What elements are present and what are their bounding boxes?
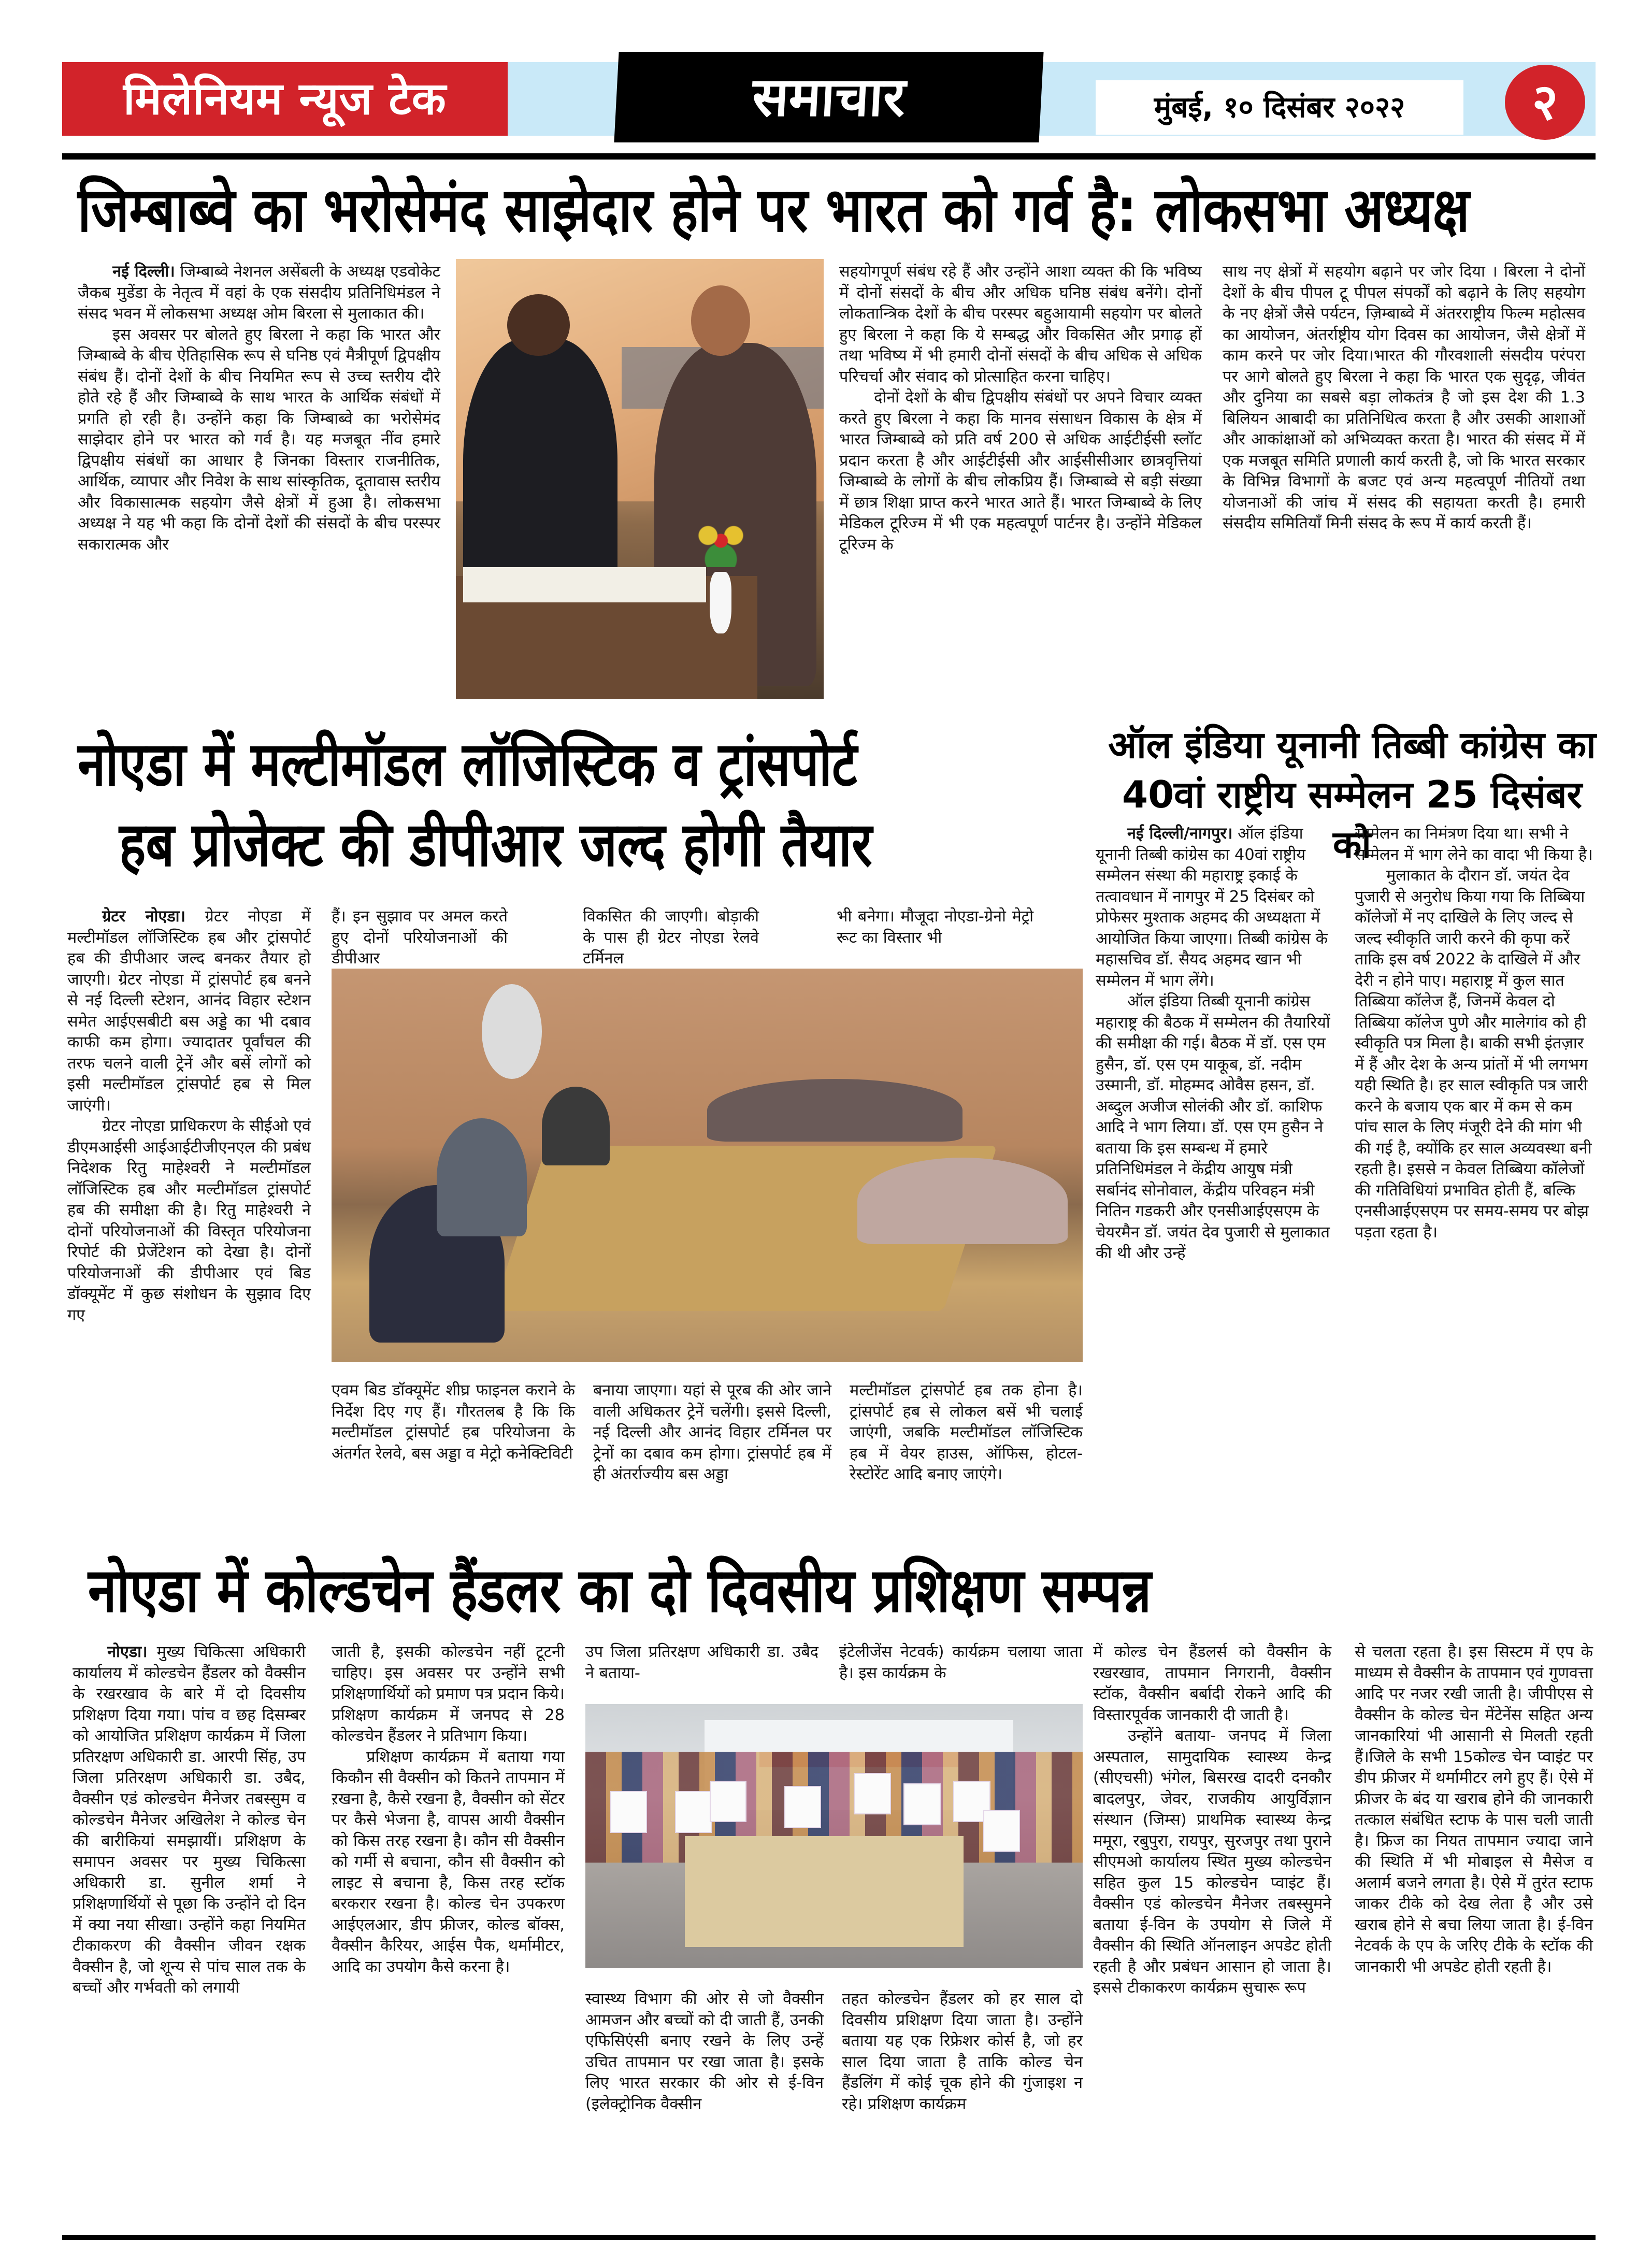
article3-paragraph: मुलाकात के दौरान डॉ. जयंत देव पुजारी से अनुरोध किया गया कि तिब्बिया कॉलेजों में नए दाखिले के लिए जल्द से जल्द स्वीकृति जारी करने की कृपा करें ताकि इस वर्ष 2022 के दाखिले में और देरी न होने पाए। महाराष्ट्र में कुल सात तिब्बिया कॉलेज हैं, जिनमें केवल दो तिब्बिया कॉलेज पुणे और मालेगांव को ही स्वीकृति पत्र मिला है। बाकी सभी इंतज़ार में हैं और देश के अन्य प्रांतों में भी लगभग यही स्थिति है। हर साल स्वीकृति पत्र जारी करने के बजाय एक बार में कम से कम पांच साल के लिए मंजूरी देने की मांग भी की गई है, क्योंकि हर साल अव्यवस्था बनी रहती है। इससे न केवल तिब्बिया कॉलेजों की गतिविधियां प्रभावित होती हैं, बल्कि एनसीआईएसएम पर समय-समय पर बोझ पड़ता रहता है। bbox=[1355, 867, 1592, 1242]
photo-training-group bbox=[585, 1704, 1083, 1968]
article1-paragraph: साथ नए क्षेत्रों में सहयोग बढ़ाने पर जोर दिया । बिरला ने दोनों देशों के बीच पीपल टू पीपल संपर्कों को बढ़ाने के लिए सहयोग के नए क्षेत्रों जैसे पर्यटन, ज़िम्बाब्वे में अंतरराष्ट्रीय फिल्म महोत्सव का आयोजन, अंतर्राष्ट्रीय योग दिवस का आयोजन, जैसे क्षेत्रों में काम करने पर जोर दिया।भारत की गौरवशाली संसदीय परंपरा पर आगे बोलते हुए बिरला ने कहा कि भारत एक सुदृढ़, जीवंत और दुनिया का सबसे बड़ा लोकतंत्र है जो इस देश की 1.3 बिलियन आबादी का प्रतिनिधित्व करता है और उसकी आशाओं और आकांक्षाओं को अभिव्यक्त करता है। भारत की संसद में में एक मजबूत समिति प्रणाली कार्य करती है, जो कि भारत सरकार के विभिन्न विभागों के बजट एवं अन्य महत्वपूर्ण नीतियों तथा योजनाओं की जांच में संसद की सहायता करती है। हमारी संसदीय समितियाँ मिनी संसद के रूप में कार्य करती हैं। bbox=[1223, 263, 1585, 532]
article4-paragraph: में कोल्ड चेन हैंडलर्स को वैक्सीन के रखरखाव, तापमान निगरानी, वैक्सीन स्टॉक, वैक्सीन बर्बादी रोकने आदि की विस्तारपूर्वक जानकारी दी जाती है। bbox=[1093, 1643, 1331, 1724]
article3-headline: ऑल इंडिया यूनानी तिब्बी कांग्रेस का 40वां राष्ट्रीय सम्मेलन 25 दिसंबर को bbox=[1108, 723, 1596, 866]
article1-paragraph: सहयोगपूर्ण संबंध रहे हैं और उन्होंने आशा व्यक्त की कि भविष्य में दोनों संसदों के बीच और अधिक घनिष्ठ संबंध बनेंगे। दोनों लोकतान्त्रिक देशों के बीच परस्पर बहुआयामी सहयोग पर बोलते हुए बिरला ने कहा कि ये सम्बद्ध और विकसित और प्रगाढ़ हों तथा भविष्य में भी हमारी दोनों संसदों के बीच अधिक से अधिक परिचर्चा और संवाद को प्रोत्साहित करना चाहिए। bbox=[839, 263, 1202, 386]
article1-column-1 bbox=[78, 262, 440, 555]
article2-paragraph: ग्रेटर नोएडा प्राधिकरण के सीईओ एवं डीएमआईसी आईआईटीजीएनएल की प्रबंध निदेशक रितु माहेश्वरी ने मल्टीमॉडल लॉजिस्टिक हब और मल्टीमॉडल ट्रांसपोर्ट हब की समीक्षा की है। रितु माहेश्वरी ने दोनों परियोजनाओं की विस्तृत परियोजना रिपोर्ट की प्रेजेंटेशन को देखा है। दोनों परियोजनाओं की डीपीआर एवं बिड डॉक्यूमेंट में कुछ संशोधन के सुझाव दिए गए bbox=[67, 1117, 311, 1324]
article4-headline: नोएडा में कोल्डचेन हैंडलर का दो दिवसीय प्रशिक्षण सम्पन्न bbox=[88, 1554, 1152, 1626]
article2-bottom-col3: बनाया जाएगा। यहां से पूरब की ओर जाने वाली अधिकतर ट्रेनें चलेंगी। इससे दिल्ली, नई दिल्ली और आनंद विहार टर्मिनल पर ट्रेनों का दबाव कम होगा। ट्रांसपोर्ट हब में ही अंतर्राज्यीय बस अड्डा bbox=[593, 1381, 831, 1483]
article4-dateline: नोएडा। bbox=[107, 1643, 148, 1661]
photo-conference-room bbox=[332, 969, 1083, 1362]
article3-dateline: नई दिल्ली/नागपुर। bbox=[1127, 825, 1233, 843]
article2-headline-line1: नोएडा में मल्टीमॉडल लॉजिस्टिक व ट्रांसपोर्ट bbox=[78, 728, 857, 800]
article2-bottom-col2: एवम बिड डॉक्यूमेंट शीघ्र फाइनल कराने के निर्देश दिए गए हैं। गौरतलब है कि कि मल्टीमॉडल ट्रांसपोर्ट हब परियोजना के अंतर्गत रेलवे, बस अड्डा व मेट्रो कनेक्टिविटी bbox=[332, 1381, 575, 1463]
article3-paragraph: सम्मेलन का निमंत्रण दिया था। सभी ने सम्मेलन में भाग लेने का वादा भी किया है। bbox=[1355, 825, 1593, 864]
article4-top-col4: इंटेलीजेंस नेटवर्क) कार्यक्रम चलाया जाता है। इस कार्यक्रम के bbox=[839, 1643, 1083, 1682]
article4-top-col3: उप जिला प्रतिरक्षण अधिकारी डा. उबैद ने बताया- bbox=[585, 1643, 818, 1682]
article4-column-1 bbox=[73, 1642, 306, 1999]
page-number-badge: २ bbox=[1505, 65, 1585, 140]
article1-dateline: नई दिल्ली। bbox=[112, 263, 175, 281]
article4-column-2 bbox=[332, 1642, 565, 1978]
issue-dateline: मुंबई, १० दिसंबर २०२२ bbox=[1096, 80, 1463, 135]
article2-top-col2: हैं। इन सुझाव पर अमल करते हुए दोनों परियोजनाओं की डीपीआर bbox=[332, 907, 508, 968]
article3-column-2 bbox=[1355, 824, 1593, 1243]
article4-paragraph: से चलता रहता है। इस सिस्टम में एप के माध्यम से वैक्सीन के तापमान एवं गुणवत्ता आदि पर नजर रखी जाती है। जीपीएस से वैक्सीन के कोल्ड चेन मेंटेनेंस सहित अन्य जानकारियां भी आसानी से मिलती रहती हैं।जिले के सभी 15कोल्ड चेन प्वाइंट पर डीप फ्रीजर में थर्मामीटर लगे हुए हैं। ऐसे में फ्रीजर के बंद या खराब होने की जानकारी तत्काल संबंधित स्टाफ के पास चली जाती है। फ्रिज का नियत तापमान ज्यादा जाने की स्थिति में भी मोबाइल से मैसेज व अलार्म बजने लगता है। ऐसे में तुरंत स्टाफ जाकर टीके को देख लेता है और उसे खराब होने से बचा लिया जाता है। ई-विन नेटवर्क के एप के जरिए टीके के स्टॉक की जानकारी भी अपडेट होती रहती है। bbox=[1355, 1643, 1593, 1976]
article4-paragraph: मुख्य चिकित्सा अधिकारी कार्यालय में कोल्डचेन हैंडलर को वैक्सीन के रखरखाव के बारे में दो दिवसीय प्रशिक्षण दिया गया। पांच व छह दिसम्बर को आयोजित प्रशिक्षण कार्यक्रम में जिला प्रतिरक्षण अधिकारी डा. आरपी सिंह, उप जिला प्रतिरक्षण अधिकारी डा. उबैद, वैक्सीन एडं कोल्डचेन मैनेजर तबस्सुम व कोल्डचेन मैनेजर अखिलेश ने कोल्ड चेन की बारीकियां समझायीं। प्रशिक्षण के समापन अवसर पर मुख्य चिकित्सा अधिकारी डा. सुनील शर्मा ने प्रशिक्षणार्थियों से पूछा कि उन्होंने दो दिन में क्या नया सीखा। उन्होंने कहा नियमित टीकाकरण की वैक्सीन जीवन रक्षक वैक्सीन है, जो शून्य से पांच साल तक के बच्चों और गर्भवती को लगायी bbox=[73, 1643, 306, 1997]
article2-paragraph: ग्रेटर नोएडा में मल्टीमॉडल लॉजिस्टिक हब और ट्रांसपोर्ट हब की डीपीआर जल्द बनकर तैयार हो जाएगी। ग्रेटर नोएडा में ट्रांसपोर्ट हब बनने से नई दिल्ली स्टेशन, आनंद विहार स्टेशन समेत आईएसबीटी बस अड्डे का भी दबाव काफी कम होगा। ज्यादातर पूर्वांचल की तरफ चलने वाली ट्रेनें और बसें लोगों को इसी मल्टीमॉडल ट्रांसपोर्ट हब से मिल जाएंगी। bbox=[67, 907, 311, 1115]
article4-bottom-col4: तहत कोल्डचेन हैंडलर को हर साल दो दिवसीय प्रशिक्षण दिया जाता है। उन्होंने बताया यह एक रिफ्रेशर कोर्स है, जो हर साल दिया जाता है ताकि कोल्ड चेन हैंडलिंग में कोई चूक होने की गुंजाइश न रहे। प्रशिक्षण कार्यक्रम bbox=[842, 1990, 1083, 2113]
article1-paragraph: इस अवसर पर बोलते हुए बिरला ने कहा कि भारत और जिम्बाब्वे के बीच ऐतिहासिक रूप से घनिष्ठ एवं मैत्रीपूर्ण द्विपक्षीय संबंध हैं। दोनों देशों के बीच नियमित रूप से उच्च स्तरीय दौरे होते रहे हैं और जिम्बाब्वे के साथ भारत के आर्थिक संबंधों में प्रगति हो रही है। उन्होंने कहा कि जिम्बाब्वे का भरोसेमंद साझेदार होने पर भारत को गर्व है। यह मजबूत नींव हमारे द्विपक्षीय संबंधों का आधार है जिनका विस्तार राजनीतिक, आर्थिक, व्यापार और निवेश के साथ सांस्कृतिक, दूतावास स्तरीय और विकासात्मक सहयोग जैसे क्षेत्रों में हुआ है। लोकसभा अध्यक्ष ने यह भी कहा कि दोनों देशों की संसदों के बीच परस्पर सकारात्मक और bbox=[78, 325, 440, 554]
article1-paragraph: जिम्बाब्वे नेशनल असेंबली के अध्यक्ष एडवोकेट जैकब मुडेंडा के नेतृत्व में वहां के एक संसदीय प्रतिनिधिमंडल ने संसद भवन में लोकसभा अध्यक्ष ओम बिरला से मुलाकात की। bbox=[78, 263, 440, 323]
article2-column-1 bbox=[67, 906, 311, 1326]
article2-dateline: ग्रेटर नोएडा। bbox=[102, 907, 186, 926]
article1-paragraph: दोनों देशों के बीच द्विपक्षीय संबंधों पर अपने विचार व्यक्त करते हुए बिरला ने कहा कि मानव संसाधन विकास के क्षेत्र में भारत जिम्बाब्वे को प्रति वर्ष 200 से अधिक आईटीईसी स्लॉट प्रदान करता है और आईटीईसी और आईसीसीआर छात्रवृत्तियां जिम्बाब्वे के लोगों के बीच लोकप्रिय हैं। जिम्बाब्वे से बड़ी संख्या में छात्र शिक्षा प्राप्त करने भारत आते हैं। भारत जिम्बाब्वे के लिए मेडिकल टूरिज्म में भी एक महत्वपूर्ण पार्टनर है। उन्होंने मेडिकल टूरिज्म के bbox=[839, 388, 1202, 554]
photo-handshake bbox=[456, 259, 824, 699]
article4-paragraph: उन्होंने बताया- जनपद में जिला अस्पताल, सामुदायिक स्वास्थ्य केन्द्र (सीएचसी) भंगेल, बिसरख दादरी दनकौर बादलपुर, जेवर, राजकीय आयुर्विज्ञान संस्थान (जिम्स) प्राथमिक स्वास्थ्य केन्द्र ममूरा, रबुपुरा, रायपुर, सुरजपुर तथा पुराने सीएमओ कार्यालय स्थित मुख्य कोल्डचेन सहित कुल 15 कोल्डचेन प्वाइंट हैं। वैक्सीन एडं कोल्डचेन मैनेजर तबस्सुमने बताया ई-विन के उपयोग से जिले में वैक्सीन की स्थिति ऑनलाइन अपडेट होती रहती है और प्रबंधन आसान हो जाता है। इससे टीकाकरण कार्यक्रम सुचारू रूप bbox=[1093, 1727, 1331, 1997]
article3-paragraph: ऑल इंडिया तिब्बी यूनानी कांग्रेस महाराष्ट्र की बैठक में सम्मेलन की तैयारियों की समीक्षा की गई। बैठक में डॉ. एस एम हुसैन, डॉ. एस एम याकूब, डॉ. नदीम उस्मानी, डॉ. मोहम्मद ओवैस हसन, डॉ. अब्दुल अजीज सोलंकी और डॉ. काशिफ आदि ने भाग लिया। डॉ. एस एम हुसैन ने बताया कि इस सम्बन्ध में हमारे प्रतिनिधिमंडल ने केंद्रीय आयुष मंत्री सर्बानंद सोनोवाल, केंद्रीय परिवहन मंत्री नितिन गडकरी और एनसीआईएसएम के चेयरमैन डॉ. जयंत देव पुजारी से मुलाकात की थी और उन्हें bbox=[1096, 992, 1330, 1262]
article4-paragraph: प्रशिक्षण कार्यक्रम में बताया गया किकौन सी वैक्सीन को कितने तापमान में ऱखना है, कैसे रखना है, वैक्सीन को सेंटर पर कैसे भेजना है, वापस आयी वैक्सीन को किस तरह रखना है। कौन सी वैक्सीन को गर्मी से बचाना, कौन सी वैक्सीन को लाइट से बचाना है, किस तरह स्टॉक बरकरार रखना है। कोल्ड चेन उपकरण आईएलआर, डीप फ्रीजर, कोल्ड बॉक्स, वैक्सीन कैरियर, आईस पैक, थर्मामीटर, आदि का उपयोग कैसे करना है। bbox=[332, 1748, 565, 1976]
article4-column-6 bbox=[1355, 1642, 1593, 1978]
article2-top-col3: विकसित की जाएगी। बोड़ाकी के पास ही ग्रेटर नोएडा रेलवे टर्मिनल bbox=[583, 907, 759, 968]
article1-column-3 bbox=[1223, 262, 1585, 535]
article2-headline-line2: हब प्रोजेक्ट की डीपीआर जल्द होगी तैयार bbox=[119, 809, 872, 880]
article4-bottom-col3: स्वास्थ्य विभाग की ओर से जो वैक्सीन आमजन और बच्चों को दी जाती हैं, उनकी एफिसिएंसी बनाए रखने के लिए उन्हें उचित तापमान पर रखा जाता है। इसके लिए भारत सरकार की ओर से ई-विन (इलेक्ट्रोनिक वैक्सीन bbox=[585, 1990, 824, 2113]
article4-paragraph: जाती है, इसकी कोल्डचेन नहीं टूटनी चाहिए। इस अवसर पर उन्होंने सभी प्रशिक्षणार्थियों को प्रमाण पत्र प्रदान किये। प्रशिक्षण कार्यक्रम में जनपद से 28 कोल्डचेन हैंडलर ने प्रतिभाग किया। bbox=[332, 1643, 565, 1745]
article1-headline: जिम्बाब्वे का भरोसेमंद साझेदार होने पर भारत को गर्व है: लोकसभा अध्यक्ष bbox=[78, 174, 1470, 246]
newspaper-brand: मिलेनियम न्यूज टेक bbox=[62, 62, 508, 136]
article2-bottom-col4: मल्टीमॉडल ट्रांसपोर्ट हब तक होना है। ट्रांसपोर्ट हब से लोकल बसें भी चलाई जाएंगी, जबकि मल्टीमॉडल लॉजिस्टिक हब में वेयर हाउस, ऑफिस, होटल-रेस्टोरेंट आदि बनाए जाएंगे। bbox=[850, 1381, 1083, 1483]
article3-paragraph: ऑल इंडिया यूनानी तिब्बी कांग्रेस का 40वां राष्ट्रीय सम्मेलन संस्था की महाराष्ट्र इकाई के तत्वावधान में नागपुर में 25 दिसंबर को प्रोफेसर मुश्ताक अहमद की अध्यक्षता में आयोजित किया जाएगा। तिब्बी कांग्रेस के महासचिव डॉ. सैयद अहमद खान भी सम्मेलन में भाग लेंगे। bbox=[1096, 825, 1328, 990]
article3-column-1 bbox=[1096, 824, 1334, 1264]
page-bottom-rule bbox=[62, 2235, 1596, 2240]
article2-top-col4: भी बनेगा। मौजूदा नोएडा-ग्रेनो मेट्रो रूट का विस्तार भी bbox=[837, 907, 1033, 947]
article1-column-2 bbox=[839, 262, 1202, 555]
masthead-rule bbox=[62, 153, 1596, 160]
article4-column-5 bbox=[1093, 1642, 1331, 1999]
section-tag: समाचार bbox=[614, 52, 1043, 142]
